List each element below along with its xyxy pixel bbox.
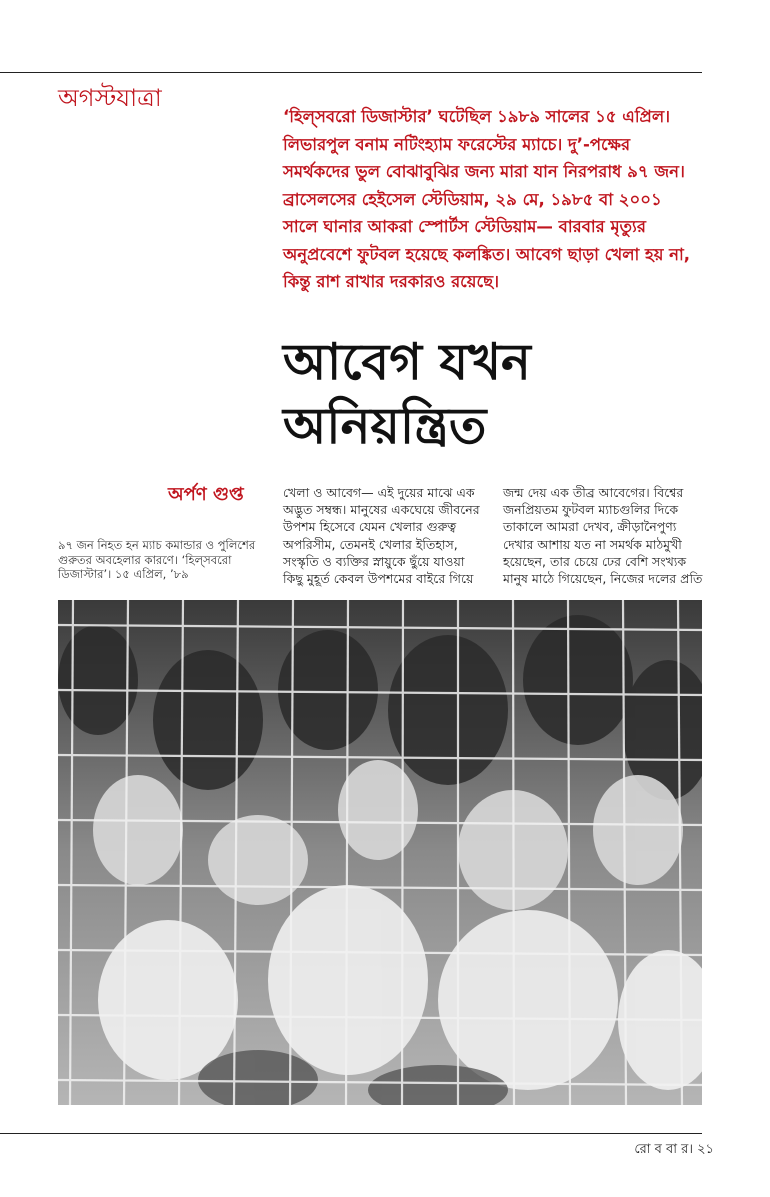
intro-standfirst: ‘হিল্‌সবরো ডিজাস্টার’ ঘটেছিল ১৯৮৯ সালের ১৫ এপ্রিল। লিভারপুল বনাম নটিংহ্যাম ফরেস্টের ম্যাচে। দু’-পক্ষের সমর্থকদের ভুল বোঝাবুঝির জন্য মারা যান নিরপরাধ ৯৭ জন। ব্রাসেলসের হেইসেল স্টেডিয়াম, ২৯ মে, ১৯৮৫ বা ২০০১ সালে ঘানার আকরা স্পোর্টস স্টেডিয়াম— বারবার মৃত্যুর অনুপ্রবেশে ফুটবল হয়েছে কলঙ্কিত। আবেগ ছাড়া খেলা হয় না, কিন্তু রাশ রাখার দরকারও রয়েছে। (283, 107, 691, 291)
page-footer: রো ব বা র। ২১ (634, 1142, 714, 1157)
headline-line-2: অনিয়ন্ত্রিত (283, 396, 487, 455)
bottom-rule (0, 1133, 702, 1134)
photo-illustration (58, 600, 702, 1105)
body-column-2 (503, 484, 703, 587)
crowd-fence-photo (58, 600, 702, 1105)
headline (283, 330, 703, 458)
byline: অর্পণ গুপ্ত (168, 484, 244, 505)
body-text-col1: খেলা ও আবেগ— এই দুয়ের মাঝে এক অদ্ভুত সম্বন্ধ। মানুষের একঘেয়ে জীবনের উপশম হিসেবে যেমন খেলার গুরুত্ব অপরিসীম, তেমনই খেলার ইতিহাস, সংস্কৃতি ও ব্যক্তির স্নায়ুকে ছুঁয়ে যাওয়া কিছু মুহূর্ত কেবল উপশমের বাইরে গিয়ে (283, 485, 480, 587)
body-text-col2: জন্ম দেয় এক তীব্র আবেগের। বিশ্বের জনপ্রিয়তম ফুটবল ম্যাচগুলির দিকে তাকালে আমরা দেখব, ক্রীড়ানৈপুণ্য দেখার আশায় যত না সমর্থক মাঠমুখী হয়েছেন, তার চেয়ে ঢের বেশি সংখ্যক মানুষ মাঠে গিয়েছেন, নিজের দলের প্রতি (503, 485, 703, 587)
photo-caption: ৯৭ জন নিহত হন ম্যাচ কমান্ডার ও পুলিশের গুরুতর অবহেলার কারণে। ‘হিল্‌সবরো ডিজাস্টার’। ১৫ এপ্রিল, ’৮৯ (58, 538, 256, 581)
body-column-1 (283, 484, 483, 587)
headline-line-1: আবেগ যখন (283, 332, 531, 391)
section-label: অগস্টযাত্রা (58, 84, 162, 112)
top-rule (0, 72, 702, 73)
